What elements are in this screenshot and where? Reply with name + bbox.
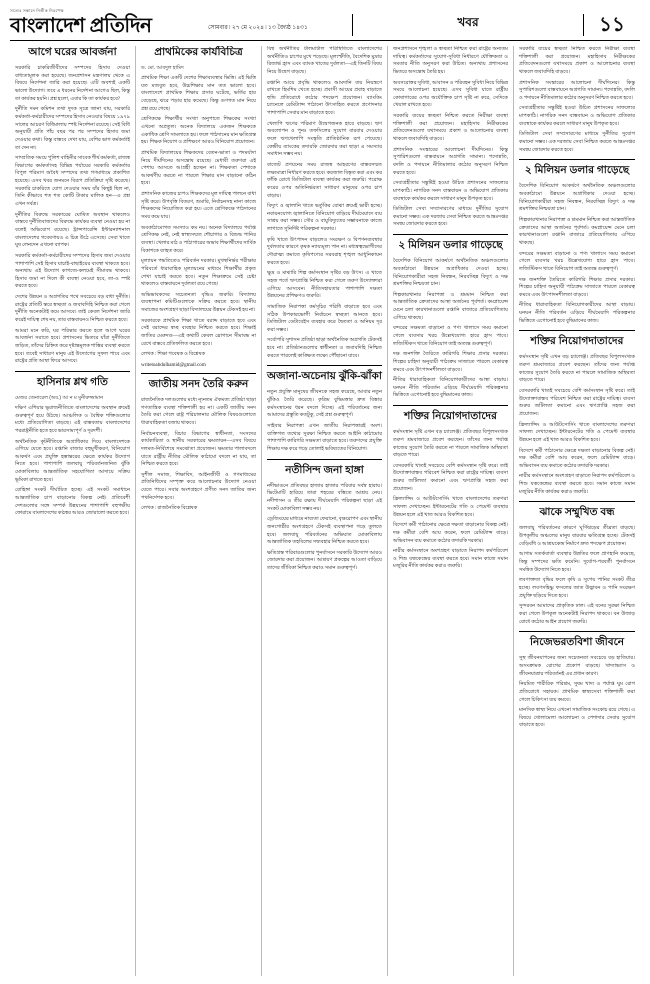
article-paragraph: সরকারি কর্মকর্তা-কর্মচারীদের সম্পদের হিসাব জমা দেওয়ার পাশাপাশি সেই হিসাব যাচাই-বাছাইয়ের ব্যবস্থা থাকতে হবে। অন্যথায় এই উদ্যোগ কাগজে-কলমেই সীমাবদ্ধ থাকবে। হিসাব জমা না দিলে কী ব্যবস্থা নেওয়া হবে, তা-ও স্পষ্ট করতে হবে। bbox=[15, 252, 130, 290]
article-paragraph: সেবাগ্রহীতার সন্তুষ্টিই হওয়া উচিত প্রশাসনের সাফল্যের মাপকাঠি। নাগরিক সনদ বাস্তবায়ন ও অভিযোগ প্রতিকার ব্যবস্থাকে কার্যকর করলে সাধারণ মানুষ উপকৃত হবে। bbox=[519, 105, 635, 127]
article-paragraph: ক্ষতিগ্রস্ত পরিবারগুলোর পুনর্বাসনে সরকারি উদ্যোগ আরও জোরদার করা প্রয়োজন। আশ্রয়ণ প্রকল্পের আওতা বাড়িয়ে তাদের জীবিকা নিশ্চিত করাও সমান গুরুত্বপূর্ণ। bbox=[267, 549, 382, 572]
section-divider bbox=[393, 405, 508, 406]
article bbox=[519, 636, 635, 730]
page-number: ১১ bbox=[599, 14, 625, 36]
article-headline: শক্তির নিয়োগদাতাদের bbox=[404, 410, 497, 423]
article-paragraph: নারীর কর্মসংস্থানে অংশগ্রহণ বাড়াতে নিরাপদ কর্মপরিবেশ ও শিশু যত্নকেন্দ্রের ব্যবস্থা করতে হবে। সমান কাজে সমান মজুরির নীতি কার্যকর করাও জরুরি। bbox=[519, 473, 635, 495]
section-divider bbox=[393, 234, 508, 235]
masthead-section-title: খবর bbox=[352, 14, 584, 36]
article bbox=[267, 464, 382, 573]
logo-title: বাংলাদেশ প্রতিদিন bbox=[10, 15, 152, 37]
article-byline: মেজর জেনারেল (অব.) আ ন ম মুনীরুজ্জামান bbox=[15, 394, 104, 401]
article-paragraph: বিশ্ব অর্থনীতির টালমাটাল পরিস্থিতিতে বাংলাদেশের অর্থনীতিও চাপের মুখে পড়েছে। মূল্যস্ফীতি, বৈদেশিক মুদ্রার রিজার্ভ হ্রাস এবং ব্যাংক খাতের দুর্বলতা—এই তিনটি বিষয় নিয়ে উদ্বেগ বাড়ছে। bbox=[267, 46, 382, 75]
article-paragraph: সুস্থ জীবনযাপনের জন্য সচেতনতা সবচেয়ে বড় হাতিয়ার। অসংক্রামক রোগের প্রকোপ বাড়ছে। খাদ্যাভ্যাস ও জীবনযাত্রার পরিবর্তনই এর প্রধান কারণ। bbox=[519, 655, 635, 677]
article-paragraph: শ্রেণিকক্ষে শিক্ষার্থীর সংখ্যা অনুপাতে শিক্ষকের সংখ্যা এখনো অপ্রতুল। অনেক বিদ্যালয়ে একজন শিক্ষককে একাধিক শ্রেণি সামলাতে হয়। ফলে পাঠদানের মান ক্ষতিগ্রস্ত হয়। শিক্ষক নিয়োগ ও প্রশিক্ষণে আরও বিনিয়োগ প্রয়োজন। bbox=[141, 116, 256, 146]
article-paragraph: রপ্তানি আয়ে প্রবৃদ্ধি থাকলেও আমদানি ব্যয় নিয়ন্ত্রণে রাখতে হিমশিম খেতে হচ্ছে। প্রবাসী আয়ের প্রবাহ বাড়াতে হুন্ডি প্রতিরোধে কঠোর পদক্ষেপ প্রয়োজন। ব্যাংকিং চ্যানেলে রেমিট্যান্স পাঠানো উৎসাহিত করতে প্রণোদনার পাশাপাশি সেবার মান বাড়াতে হবে। bbox=[267, 79, 382, 117]
article-paragraph: দক্ষিণ এশিয়ার ভূরাজনীতিতে বাংলাদেশের অবস্থান ক্রমেই গুরুত্বপূর্ণ হয়ে উঠছে। আঞ্চলিক ও বৈশ্বিক শক্তিগুলোর মধ্যে প্রতিযোগিতা বাড়ছে। এই বাস্তবতায় বাংলাদেশের পররাষ্ট্রনীতি হতে হবে ভারসাম্যপূর্ণ ও দূরদর্শী। bbox=[15, 404, 130, 434]
article-paragraph: সাইবার নিরাপত্তা এখন জাতীয় নিরাপত্তারই অংশ। ব্যক্তিগত তথ্যের সুরক্ষা নিশ্চিত করতে আইনি কাঠামোর পাশাপাশি কারিগরি সক্ষমতা বাড়াতে হবে। তরুণদের প্রযুক্তি শিক্ষায় দক্ষ করে গড়ে তোলাই ভবিষ্যতের বিনিয়োগ। bbox=[267, 423, 382, 452]
article-paragraph: সরকারি ব্যয়ের স্বচ্ছতা নিশ্চিত করতে নিরীক্ষা ব্যবস্থা শক্তিশালী করা প্রয়োজন। মহাহিসাব নিরীক্ষকের প্রতিবেদনগুলো যথাসময়ে প্রকাশ ও আলোচনার ব্যবস্থা থাকলে জবাবদিহি বাড়বে। bbox=[393, 113, 508, 143]
article-paragraph: বিদেশে কর্মী পাঠানোর ক্ষেত্রে দক্ষতা বাড়ানোর বিকল্প নেই। দক্ষ কর্মীরা বেশি আয় করেন, ফলে রেমিট্যান্স বাড়ে। অভিবাসন ব্যয় কমাতে কঠোর তদারকি দরকার। bbox=[519, 447, 635, 469]
article-paragraph: সুশীল সমাজ, শিক্ষাবিদ, আইনজীবী ও গণমাধ্যমের প্রতিনিধিদের সম্পৃক্ত করে আলোচনার উদ্যোগ নেওয়া যেতে পারে। সবার অংশগ্রহণে প্রণীত সনদ জাতির জন্য পথনির্দেশক হবে। bbox=[141, 471, 256, 501]
article-author-note: লেখক : রাজনৈতিক বিশ্লেষক bbox=[141, 505, 198, 512]
article-paragraph: রাজনৈতিক দলগুলোর মধ্যে ন্যূনতম ঐকমত্য প্রতিষ্ঠা ছাড়া গণতান্ত্রিক ব্যবস্থা শক্তিশালী হয় না। একটি জাতীয় সনদ তৈরি করা গেলে রাষ্ট্র পরিচালনার মৌলিক বিষয়গুলোতে ধারাবাহিকতা বজায় থাকবে। bbox=[141, 397, 256, 426]
article bbox=[15, 46, 130, 366]
article-paragraph: শিল্পকারখানার নিরাপত্তা ও শ্রমমান নিশ্চিত করা আন্তর্জাতিক ক্রেতাদের আস্থা অর্জনের পূর্বশর্ত। কমপ্লায়েন্স মেনে চলা কারখানাগুলো রপ্তানি বাজারে প্রতিযোগিতায় এগিয়ে থাকছে। bbox=[393, 291, 508, 321]
article-paragraph: সরকারি ব্যয়ের স্বচ্ছতা নিশ্চিত করতে নিরীক্ষা ব্যবস্থা শক্তিশালী করা প্রয়োজন। মহাহিসাব নিরীক্ষকের প্রতিবেদনগুলো যথাসময়ে প্রকাশ ও আলোচনার ব্যবস্থা থাকলে জবাবদিহি বাড়বে। bbox=[519, 46, 635, 75]
article bbox=[519, 46, 635, 154]
article-paragraph: ডিজিটাল সেবা সম্প্রসারণের মাধ্যমে দুর্নীতির সুযোগ কমানো সম্ভব। এক দরজায় সেবা নিশ্চিত করতে আন্তঃদপ্তর সমন্বয় জোরদার করতে হবে। bbox=[519, 131, 635, 153]
article-byline: ড. মো. আবদুল হামিদ bbox=[141, 65, 184, 72]
article-paragraph: ফ্রিল্যান্সিং ও আউটসোর্সিং খাতে বাংলাদেশের তরুণরা সাফল্য দেখাচ্ছেন। ইন্টারনেটের গতি ও পেমেন্ট ব্যবস্থার উন্নয়ন হলে এই খাত আরও বিকশিত হবে। bbox=[519, 421, 635, 443]
article-paragraph: নদীভাঙনে প্রতিবছর হাজার হাজার পরিবার সর্বস্ব হারায়। ভিটেমাটি হারিয়ে তারা শহরের বস্তিতে আশ্রয় নেয়। নদীশাসন ও তীর রক্ষায় দীর্ঘমেয়াদি পরিকল্পনা ছাড়া এই সংকট মোকাবিলা সম্ভব নয়। bbox=[267, 482, 382, 512]
article-paragraph: নারীর কর্মসংস্থানে অংশগ্রহণ বাড়াতে নিরাপদ কর্মপরিবেশ ও শিশু যত্নকেন্দ্রের ব্যবস্থা করতে হবে। সমান কাজে সমান মজুরির নীতি কার্যকর করাও জরুরি। bbox=[393, 548, 508, 570]
column-5 bbox=[514, 46, 640, 976]
article-paragraph: সেবাগ্রহীতার সন্তুষ্টিই হওয়া উচিত প্রশাসনের সাফল্যের মাপকাঠি। নাগরিক সনদ বাস্তবায়ন ও অভিযোগ প্রতিকার ব্যবস্থাকে কার্যকর করলে সাধারণ মানুষ উপকৃত হবে। bbox=[393, 180, 508, 202]
article-paragraph: প্রশাসনিক সংস্কারের আলোচনা দীর্ঘদিনের। কিন্তু সুপারিশগুলো বাস্তবায়নে অগ্রগতি সামান্য। পদোন্নতি, বদলি ও পদায়নে নীতিমালার কঠোর অনুসরণ নিশ্চিত করতে হবে। bbox=[519, 79, 635, 101]
article bbox=[519, 335, 635, 496]
article-paragraph: দক্ষ জনশক্তি তৈরিতে কারিগরি শিক্ষার প্রসার দরকার। শিল্পের চাহিদা অনুযায়ী পাঠ্যক্রম সাজাতে পারলে বেকারত্ব কমবে এবং উৎপাদনশীলতা বাড়বে। bbox=[519, 276, 635, 298]
article-paragraph: অভিভাবকদের সচেতনতা বৃদ্ধিও জরুরি। বিদ্যালয় ব্যবস্থাপনা কমিটিগুলোকে সক্রিয় করতে হবে। স্থানীয় সমাজের অংশগ্রহণ ছাড়া বিদ্যালয়ের উন্নয়ন টেকসই হয় না। bbox=[141, 291, 256, 314]
section-divider bbox=[519, 159, 635, 160]
article-headline: অজানা-অচেনায় ঝুঁকি-ঝাঁকা bbox=[267, 370, 382, 383]
article-paragraph: নীতির ধারাবাহিকতা বিনিয়োগকারীদের আস্থা বাড়ায়। ঘনঘন নীতি পরিবর্তন এড়িয়ে দীর্ঘমেয়াদি পরিকল্পনার ভিত্তিতে এগোনোই হবে বুদ্ধিমানের কাজ। bbox=[393, 377, 508, 399]
article-headline: হাসিনার শ্লথ গতি bbox=[37, 375, 108, 388]
section-divider bbox=[267, 459, 382, 460]
author-email[interactable]: writetoabdulhamid@gmail.com bbox=[141, 361, 206, 368]
article-headline: জাতীয় সনদ তৈরি করুন bbox=[148, 377, 249, 390]
article bbox=[15, 376, 130, 518]
article bbox=[141, 378, 256, 513]
article-paragraph: বেসরকারি খাতই সবচেয়ে বেশি কর্মসংস্থান সৃষ্টি করে। তাই উদ্যোক্তাবান্ধব পরিবেশ নিশ্চিত করা রাষ্ট্রের দায়িত্ব। ব্যবসা শুরুর জটিলতা কমানো এবং ঋণপ্রাপ্তি সহজ করা প্রয়োজন। bbox=[519, 388, 635, 417]
article-paragraph: অর্থনৈতিক কূটনীতিকে অগ্রাধিকার দিয়ে বাংলাদেশকে এগিয়ে যেতে হবে। রপ্তানি বাজার বহুমুখীকরণ, বিনিয়োগ আকর্ষণ এবং প্রযুক্তি হস্তান্তরের ক্ষেত্রে কার্যকর উদ্যোগ নিতে হবে। পাশাপাশি জলবায়ু পরিবর্তনজনিত ঝুঁকি মোকাবিলায় আন্তর্জাতিক সহযোগিতা আদায়ে সক্রিয় ভূমিকা রাখতে হবে। bbox=[15, 438, 130, 483]
column-4 bbox=[388, 46, 514, 976]
article-headline: ২ মিলিয়ন ডলার গাড়েছে bbox=[524, 164, 630, 177]
article-paragraph: সুন্দরবন আমাদের প্রাকৃতিক ঢাল। এই বনের সুরক্ষা নিশ্চিত করা গেলে উপকূল অনেকটাই নিরাপদ থাকবে। বন উজাড় রোধে কঠোর আইন প্রয়োগ জরুরি। bbox=[519, 603, 635, 625]
article-paragraph: দুর্নীতি দমন কমিশন তথা দুদক সূত্রে জানা যায়, সরকারি কর্মকর্তা-কর্মচারীদের সম্পদের হিসাব নেওয়ার বিষয়ে ১৯৭৯ সালের আচরণ বিধিমালায় স্পষ্ট নির্দেশনা রয়েছে। সেই বিধি অনুযায়ী প্রতি পাঁচ বছর পর পর সম্পদের হিসাব জমা দেওয়ার কথা। কিন্তু বাস্তবে দেখা যায়, বেশির ভাগ কর্মকর্তাই তা দেন না। bbox=[15, 106, 130, 151]
article-paragraph: বিদেশে কর্মী পাঠানোর ক্ষেত্রে দক্ষতা বাড়ানোর বিকল্প নেই। দক্ষ কর্মীরা বেশি আয় করেন, ফলে রেমিট্যান্স বাড়ে। অভিবাসন ব্যয় কমাতে কঠোর তদারকি দরকার। bbox=[393, 522, 508, 544]
article-paragraph: বিদ্যুৎ ও জ্বালানি খাতে ভর্তুকির বোঝা ক্রমেই ভারী হচ্ছে। নবায়নযোগ্য জ্বালানিতে বিনিয়োগ বাড়িয়ে দীর্ঘমেয়াদে ব্যয় সাশ্রয় করা সম্ভব। সৌর ও বায়ুবিদ্যুতের সম্ভাবনাকে কাজে লাগাতে সুনির্দিষ্ট পরিকল্পনা দরকার। bbox=[267, 203, 382, 233]
article-paragraph: রোহিঙ্গা সংকট দীর্ঘায়িত হচ্ছে। এই সংকট সমাধানে আন্তর্জাতিক চাপ বাড়ানোর বিকল্প নেই। প্রতিবেশী দেশগুলোর সঙ্গে সম্পর্ক উন্নয়নের পাশাপাশি বহুপক্ষীয় ফোরামে বাংলাদেশের কণ্ঠস্বর আরও জোরালো করতে হবে। bbox=[15, 487, 130, 517]
article-paragraph: নির্বাচনব্যবস্থা, বিচার বিভাগের স্বাধীনতা, সংসদের কার্যকারিতা ও স্থানীয় সরকারের ক্ষমতায়ন—এসব বিষয়ে দলমত-নির্বিশেষে সমঝোতা প্রয়োজন। ক্ষমতার পালাবদলে যাতে রাষ্ট্রীয় নীতির মৌলিক কাঠামো বদলে না যায়, তা নিশ্চিত করতে হবে। bbox=[141, 430, 256, 468]
article-paragraph: প্রাথমিক শিক্ষা একটি দেশের শিক্ষাব্যবস্থার ভিত্তি। এই ভিত্তি যত মজবুত হবে, উচ্চশিক্ষার মান তত ভালো হবে। বাংলাদেশে প্রাথমিক শিক্ষার প্রসার ঘটেছে, ভর্তির হার বেড়েছে, ঝরে পড়ার হার কমেছে। কিন্তু গুণগত মান নিয়ে প্রশ্ন রয়ে গেছে। bbox=[141, 75, 256, 112]
article-paragraph: কৃষি খাতে উৎপাদন বাড়লেও সংরক্ষণ ও বিপণনব্যবস্থার দুর্বলতার কারণে কৃষক ন্যায্যমূল্য পান না। মধ্যস্বত্বভোগীদের দৌরাত্ম্য কমাতে কৃষিপণ্যের সরবরাহ শৃঙ্খল আধুনিকায়ন করতে হবে। bbox=[267, 236, 382, 266]
article-paragraph: ডিজিটাল সেবা সম্প্রসারণের মাধ্যমে দুর্নীতির সুযোগ কমানো সম্ভব। এক দরজায় সেবা নিশ্চিত করতে আন্তঃদপ্তর সমন্বয় জোরদার করতে হবে। bbox=[393, 206, 508, 228]
masthead bbox=[10, 8, 640, 41]
article-headline: নিজেভরতবিশা জীবনে bbox=[529, 636, 625, 649]
article-paragraph: জনপ্রশাসনে শৃঙ্খলা ও স্বচ্ছতা নিশ্চিত করা রাষ্ট্রের অন্যতম দায়িত্ব। কর্মকর্তাদের সুযোগ-সুবিধা নির্ধারণে যৌক্তিকতা ও সমতার নীতি অনুসরণ করা উচিত। অন্যথায় প্রশাসনের ভিতরে অসন্তোষ তৈরি হয়। bbox=[393, 46, 508, 75]
article-headline: নতীসিন্দ জনা হাঙ্গা bbox=[285, 463, 364, 476]
article-headline: আগে ঘরের আবর্জনা bbox=[28, 46, 117, 58]
article-paragraph: মানসিক স্বাস্থ্য নিয়ে এখনো সামাজিক সংকোচ রয়ে গেছে। এ বিষয়ে খোলামেলা আলোচনা ও পেশাদার সেবার সুযোগ বাড়াতে হবে। bbox=[519, 707, 635, 729]
article-paragraph: জলবায়ু পরিবর্তনের কারণে ঘূর্ণিঝড়ের তীব্রতা বাড়ছে। উপকূলীয় অঞ্চলের মানুষ বারবার ক্ষতিগ্রস্ত হচ্ছে। টেকসই বেড়িবাঁধ ও আশ্রয়কেন্দ্র নির্মাণে দ্রুত পদক্ষেপ প্রয়োজন। bbox=[519, 525, 635, 547]
article-headline: শক্তির নিয়োগদাতাদের bbox=[530, 335, 624, 348]
article-paragraph: নিয়মিত শারীরিক পরিশ্রম, সুষম খাদ্য ও পর্যাপ্ত ঘুম রোগ প্রতিরোধে সহায়ক। প্রাথমিক স্বাস্থ্যসেবা শক্তিশালী করা গেলে চিকিৎসা ব্যয় কমবে। bbox=[519, 681, 635, 703]
article-paragraph: প্রশাসনিক কাজের চাপও শিক্ষকদের মূল দায়িত্ব পালনে বাধা সৃষ্টি করে। উপবৃত্তি বিতরণ, শুমারি, নির্বাচনসহ নানা কাজে শিক্ষকদের নিয়োজিত করা হয়। এতে শ্রেণিকক্ষে পাঠদানের সময় কমে যায়। bbox=[141, 191, 256, 221]
column-3 bbox=[262, 46, 388, 976]
article-paragraph: ক্ষুদ্র ও মাঝারি শিল্প কর্মসংস্থান সৃষ্টির বড় উৎস। এ খাতে সহজ শর্তে ঋণপ্রাপ্তি নিশ্চিত করা গেলে তরুণ উদ্যোক্তারা এগিয়ে আসবেন। নীতিসহায়তার পাশাপাশি দক্ষতা উন্নয়নের প্রশিক্ষণও জরুরি। bbox=[267, 270, 382, 300]
article-paragraph: সাম্প্রতিক সময়ে পুলিশ বাহিনীর সাবেক শীর্ষ কর্মকর্তা, রাজস্ব বিভাগের কর্মকর্তাসহ বিভিন্ন পর্যায়ের সরকারি কর্মকর্তার বিপুল পরিমাণ অবৈধ সম্পদের তথ্য গণমাধ্যমে প্রকাশিত হয়েছে। এসব খবর জনমনে বিরূপ প্রতিক্রিয়া সৃষ্টি করেছে। সরকারি চাকরিতে যোগ দেওয়ার সময় যাঁর কিছুই ছিল না, তিনি কীভাবে শত শত কোটি টাকার মালিক হন—এ প্রশ্ন এখন সর্বত্র। bbox=[15, 155, 130, 208]
article-paragraph: ড্রেজিংয়ের মাধ্যমে নাব্যতা ফেরানো, বৃক্ষরোপণ এবং স্থানীয় জনগোষ্ঠীর অংশগ্রহণে টেকসই ব্যবস্থাপনা গড়ে তুলতে হবে। জলবায়ু পরিবর্তনের অভিঘাত মোকাবিলায় আন্তর্জাতিক তহবিলের সদ্ব্যবহার নিশ্চিত করতে হবে। bbox=[267, 516, 382, 546]
article-paragraph: শিল্পকারখানার নিরাপত্তা ও শ্রমমান নিশ্চিত করা আন্তর্জাতিক ক্রেতাদের আস্থা অর্জনের পূর্বশর্ত। কমপ্লায়েন্স মেনে চলা কারখানাগুলো রপ্তানি বাজারে প্রতিযোগিতায় এগিয়ে থাকছে। bbox=[519, 217, 635, 246]
article-paragraph: আগাম সতর্কবার্তা ব্যবস্থার উন্নতির ফলে প্রাণহানি কমেছে, কিন্তু সম্পদের ক্ষতি কমেনি। দুর্যোগ-পরবর্তী পুনর্বাসনে সমন্বিত উদ্যোগ নিতে হবে। bbox=[519, 551, 635, 573]
article-headline: প্রাথমিকের কার্যবিচিত্র bbox=[154, 46, 243, 58]
article-paragraph: সরকারি চাকরিজীবীদের সম্পদের হিসাব দেওয়া বাধ্যতামূলক করা হয়েছে। জনপ্রশাসন মন্ত্রণালয় থেকে এ বিষয়ে নির্দেশনা জারি করা হয়েছে। এটি অবশ্যই একটি ভালো উদ্যোগ। তবে এ ধরনের নির্দেশনা আগেও ছিল, কিন্তু তা কার্যকর হয়নি। প্রশ্ন হলো, এবার কি তা কার্যকর হবে? bbox=[15, 65, 130, 102]
article-paragraph: প্রশাসনিক সংস্কারের আলোচনা দীর্ঘদিনের। কিন্তু সুপারিশগুলো বাস্তবায়নে অগ্রগতি সামান্য। পদোন্নতি, বদলি ও পদায়নে নীতিমালার কঠোর অনুসরণ নিশ্চিত করতে হবে। bbox=[393, 146, 508, 176]
article-paragraph: সামাজিক নিরাপত্তা কর্মসূচির পরিধি বাড়াতে হবে এবং সঠিক উপকারভোগী নির্বাচনে স্বচ্ছতা আনতে হবে। ডিজিটাল ডেটাবেইস ব্যবহার করে দ্বৈততা ও অনিয়ম দূর করা সম্ভব। bbox=[267, 303, 382, 333]
article bbox=[393, 410, 508, 571]
article-paragraph: নীতির ধারাবাহিকতা বিনিয়োগকারীদের আস্থা বাড়ায়। ঘনঘন নীতি পরিবর্তন এড়িয়ে দীর্ঘমেয়াদি পরিকল্পনার ভিত্তিতে এগোনোই হবে বুদ্ধিমানের কাজ। bbox=[519, 302, 635, 324]
article-paragraph: মূল্যায়ন পদ্ধতিতেও পরিবর্তন দরকার। মুখস্থনির্ভর পরীক্ষার পরিবর্তে ধারাবাহিক মূল্যায়নের মাধ্যমে শিক্ষার্থীর প্রকৃত শেখা যাচাই করতে হবে। নতুন শিক্ষাক্রমে সেই চেষ্টা থাকলেও বাস্তবায়নে দুর্বলতা রয়ে গেছে। bbox=[141, 258, 256, 288]
article-paragraph: বেসরকারি খাতই সবচেয়ে বেশি কর্মসংস্থান সৃষ্টি করে। তাই উদ্যোক্তাবান্ধব পরিবেশ নিশ্চিত করা রাষ্ট্রের দায়িত্ব। ব্যবসা শুরুর জটিলতা কমানো এবং ঋণপ্রাপ্তি সহজ করা প্রয়োজন। bbox=[393, 462, 508, 492]
article-paragraph: বৈদেশিক বিনিয়োগ আকর্ষণে অর্থনৈতিক অঞ্চলগুলোর অবকাঠামো উন্নয়নে অগ্রাধিকার দেওয়া হচ্ছে। বিনিয়োগকারীরা সহজ নিবন্ধন, নিরবচ্ছিন্ন বিদ্যুৎ ও দক্ষ শ্রমশক্তির নিশ্চয়তা চান। bbox=[393, 258, 508, 288]
article bbox=[141, 46, 256, 368]
article-paragraph: দক্ষ জনশক্তি তৈরিতে কারিগরি শিক্ষার প্রসার দরকার। শিল্পের চাহিদা অনুযায়ী পাঠ্যক্রম সাজাতে পারলে বেকারত্ব কমবে এবং উৎপাদনশীলতা বাড়বে। bbox=[393, 351, 508, 373]
article-paragraph: কর্মসংস্থান সৃষ্টি এখন বড় চ্যালেঞ্জ। প্রতিবছর বিপুলসংখ্যক তরুণ শ্রমবাজারে প্রবেশ করছেন। তাঁদের জন্য পর্যাপ্ত কাজের সুযোগ তৈরি করতে না পারলে সামাজিক অস্থিরতা বাড়তে পারে। bbox=[519, 354, 635, 384]
section-divider bbox=[141, 373, 256, 374]
article-headline: ২ মিলিয়ন ডলার গাড়েছে bbox=[398, 239, 503, 252]
article bbox=[267, 370, 382, 453]
section-divider bbox=[267, 365, 382, 366]
article-paragraph: দেশের উন্নয়ন ও অগ্রগতির পথে সবচেয়ে বড় বাধা দুর্নীতি। রাষ্ট্রের প্রতিটি স্তরে স্বচ্ছতা ও জবাবদিহি নিশ্চিত করা গেলে দুর্নীতি অনেকটাই কমে আসবে। তাই কেবল নির্দেশনা জারি করেই দায়িত্ব শেষ নয়, তার বাস্তবায়নও নিশ্চিত করতে হবে। bbox=[15, 294, 130, 323]
section-divider bbox=[15, 371, 130, 372]
article-paragraph: আমরা মনে করি, ঘর পরিষ্কার করতে হলে আগে ঘরের আবর্জনা সরাতে হবে। প্রশাসনের ভিতরে যাঁরা দুর্নীতিতে জড়িত, তাঁদের চিহ্নিত করে দৃষ্টান্তমূলক শাস্তির ব্যবস্থা করতে হবে। তবেই সাধারণ মানুষ এই উদ্যোগের সুফল পাবে এবং রাষ্ট্রের প্রতি আস্থা ফিরে আসবে। bbox=[15, 327, 130, 365]
article-paragraph: লবণাক্ততা বৃদ্ধির ফলে কৃষি ও সুপেয় পানির সংকট তীব্র হচ্ছে। লবণসহিষ্ণু ফসলের জাত উদ্ভাবন ও পানি সংরক্ষণ প্রযুক্তি ছড়িয়ে দিতে হবে। bbox=[519, 577, 635, 599]
article bbox=[393, 239, 508, 400]
article-paragraph: সর্বোপরি সুশাসন প্রতিষ্ঠা ছাড়া অর্থনৈতিক অগ্রগতি টেকসই হবে না। প্রতিষ্ঠানগুলোর স্বাধীনতা ও জবাবদিহি নিশ্চিত করতে পারলেই কাঙ্ক্ষিত লক্ষ্যে পৌঁছানো যাবে। bbox=[267, 337, 382, 359]
masthead-date: সোমবার ৷ ২৭ মে ২০২৪ ৷ ১৩ জ্যৈষ্ঠ ১৪৩১ bbox=[208, 25, 308, 31]
article-columns bbox=[10, 46, 640, 976]
article-paragraph: বন্দরের সক্ষমতা বাড়ানো ও পণ্য খালাসে সময় কমানো গেলে ব্যবসার খরচ উল্লেখযোগ্য হারে হ্রাস পাবে। লজিস্টিকস খাতে বিনিয়োগ তাই অত্যন্ত গুরুত্বপূর্ণ। bbox=[393, 325, 508, 347]
article-headline: ঝাকে সম্মুখিত বন্ধ bbox=[539, 506, 615, 519]
article-author-note: লেখক : শিক্ষা গবেষক ও বিশ্লেষক bbox=[141, 351, 206, 358]
article-paragraph: নতুন প্রযুক্তি মানুষের জীবনকে সহজ করেছে, আবার নতুন ঝুঁকিও তৈরি করেছে। কৃত্রিম বুদ্ধিমত্তার দ্রুত বিস্তার কর্মসংস্থানের ধরন বদলে দিচ্ছে। এই পরিবর্তনের জন্য আমাদের প্রস্তুতি কতটুকু, সেই প্রশ্ন গুরুত্বপূর্ণ। bbox=[267, 389, 382, 419]
article-paragraph: প্রাথমিক বিদ্যালয়ের শিক্ষকদের বেতন-ভাতা ও পদমর্যাদা নিয়ে দীর্ঘদিনের অসন্তোষ রয়েছে। মেধাবী তরুণরা এই পেশায় আসতে আগ্রহী হচ্ছেন না। শিক্ষকতা পেশাকে আকর্ষণীয় করতে না পারলে শিক্ষার মান বাড়ানো কঠিন হবে। bbox=[141, 149, 256, 187]
section-divider bbox=[519, 501, 635, 502]
article-paragraph: সরকারকে প্রাথমিক শিক্ষা খাতে বরাদ্দ বাড়াতে হবে এবং সেই বরাদ্দের স্বচ্ছ ব্যবহার নিশ্চিত করতে হবে। শিক্ষাই জাতির মেরুদণ্ড—এই কথাটি কেবল স্লোগানে সীমাবদ্ধ না রেখে বাস্তবে প্রতিফলিত করতে হবে। bbox=[141, 317, 256, 347]
masthead-logo[interactable] bbox=[10, 8, 200, 36]
article bbox=[519, 506, 635, 626]
article-paragraph: বাজেট প্রণয়নের সময় রাজস্ব আহরণের বাস্তবসম্মত লক্ষ্যমাত্রা নির্ধারণ করতে হবে। করজাল বিস্তৃত করা এবং কর ফাঁকি রোধে ডিজিটাল ব্যবস্থা কার্যকর করা জরুরি। পরোক্ষ করের ওপর অতিনির্ভরতা সাধারণ মানুষের ওপর চাপ বাড়ায়। bbox=[267, 161, 382, 199]
article-paragraph: অবসরোত্তর সুবিধা, আবাসন ও পরিবহন সুবিধা নিয়ে বিভিন্ন সময়ে আলোচনা হয়েছে। এসব সুবিধা যাতে রাষ্ট্রীয় কোষাগারের ওপর অযৌক্তিক চাপ সৃষ্টি না করে, সেদিকে খেয়াল রাখতে হবে। bbox=[393, 79, 508, 109]
article bbox=[267, 46, 382, 360]
article-paragraph: ফ্রিল্যান্সিং ও আউটসোর্সিং খাতে বাংলাদেশের তরুণরা সাফল্য দেখাচ্ছেন। ইন্টারনেটের গতি ও পেমেন্ট ব্যবস্থার উন্নয়ন হলে এই খাত আরও বিকশিত হবে। bbox=[393, 496, 508, 518]
article-paragraph: কর্মসংস্থান সৃষ্টি এখন বড় চ্যালেঞ্জ। প্রতিবছর বিপুলসংখ্যক তরুণ শ্রমবাজারে প্রবেশ করছেন। তাঁদের জন্য পর্যাপ্ত কাজের সুযোগ তৈরি করতে না পারলে সামাজিক অস্থিরতা বাড়তে পারে। bbox=[393, 429, 508, 459]
logo-tagline: সত্যের সন্ধানে নির্ভীক নিরপেক্ষ bbox=[10, 8, 64, 13]
article-paragraph: বন্দরের সক্ষমতা বাড়ানো ও পণ্য খালাসে সময় কমানো গেলে ব্যবসার খরচ উল্লেখযোগ্য হারে হ্রাস পাবে। লজিস্টিকস খাতে বিনিয়োগ তাই অত্যন্ত গুরুত্বপূর্ণ। bbox=[519, 250, 635, 272]
article-paragraph: অবকাঠামোগত সমস্যাও কম নয়। অনেক বিদ্যালয়ে পর্যাপ্ত শ্রেণিকক্ষ নেই, নেই স্বাস্থ্যসম্মত শৌচাগার ও বিশুদ্ধ পানির ব্যবস্থা। খেলার মাঠ ও পাঠাগারের অভাব শিক্ষার্থীদের সার্বিক বিকাশকে ব্যাহত করে। bbox=[141, 224, 256, 254]
article bbox=[393, 46, 508, 229]
column-2 bbox=[136, 46, 262, 976]
article bbox=[519, 164, 635, 325]
article-paragraph: খেলাপি ঋণের পরিমাণ উদ্বেগজনক হারে বাড়ছে। ঋণ অবলোপন ও পুনঃ তফসিলের সুযোগ বারবার দেওয়ার ফলে ঋণখেলাপি সংস্কৃতি প্রাতিষ্ঠানিক রূপ পেয়েছে। কেন্দ্রীয় ব্যাংকের তদারকি জোরদার করা ছাড়া এ সমস্যার সমাধান সম্ভব নয়। bbox=[267, 120, 382, 158]
column-1 bbox=[10, 46, 136, 976]
section-divider bbox=[519, 631, 635, 632]
article-paragraph: দুর্নীতির বিরুদ্ধে সরকারের ঘোষিত অবস্থান থাকলেও বাস্তবে দুর্নীতিবাজদের বিরুদ্ধে কার্যকর ব্যবস্থা নেওয়া হয় না বলেই অভিযোগ রয়েছে। ট্রান্সপারেন্সি ইন্টারন্যাশনাল বাংলাদেশের গবেষণায়ও এ চিত্র উঠে এসেছে। সেবা খাতে ঘুষ লেনদেন এখনো ব্যাপক। bbox=[15, 211, 130, 249]
article-paragraph: বৈদেশিক বিনিয়োগ আকর্ষণে অর্থনৈতিক অঞ্চলগুলোর অবকাঠামো উন্নয়নে অগ্রাধিকার দেওয়া হচ্ছে। বিনিয়োগকারীরা সহজ নিবন্ধন, নিরবচ্ছিন্ন বিদ্যুৎ ও দক্ষ শ্রমশক্তির নিশ্চয়তা চান। bbox=[519, 183, 635, 213]
section-divider bbox=[519, 330, 635, 331]
